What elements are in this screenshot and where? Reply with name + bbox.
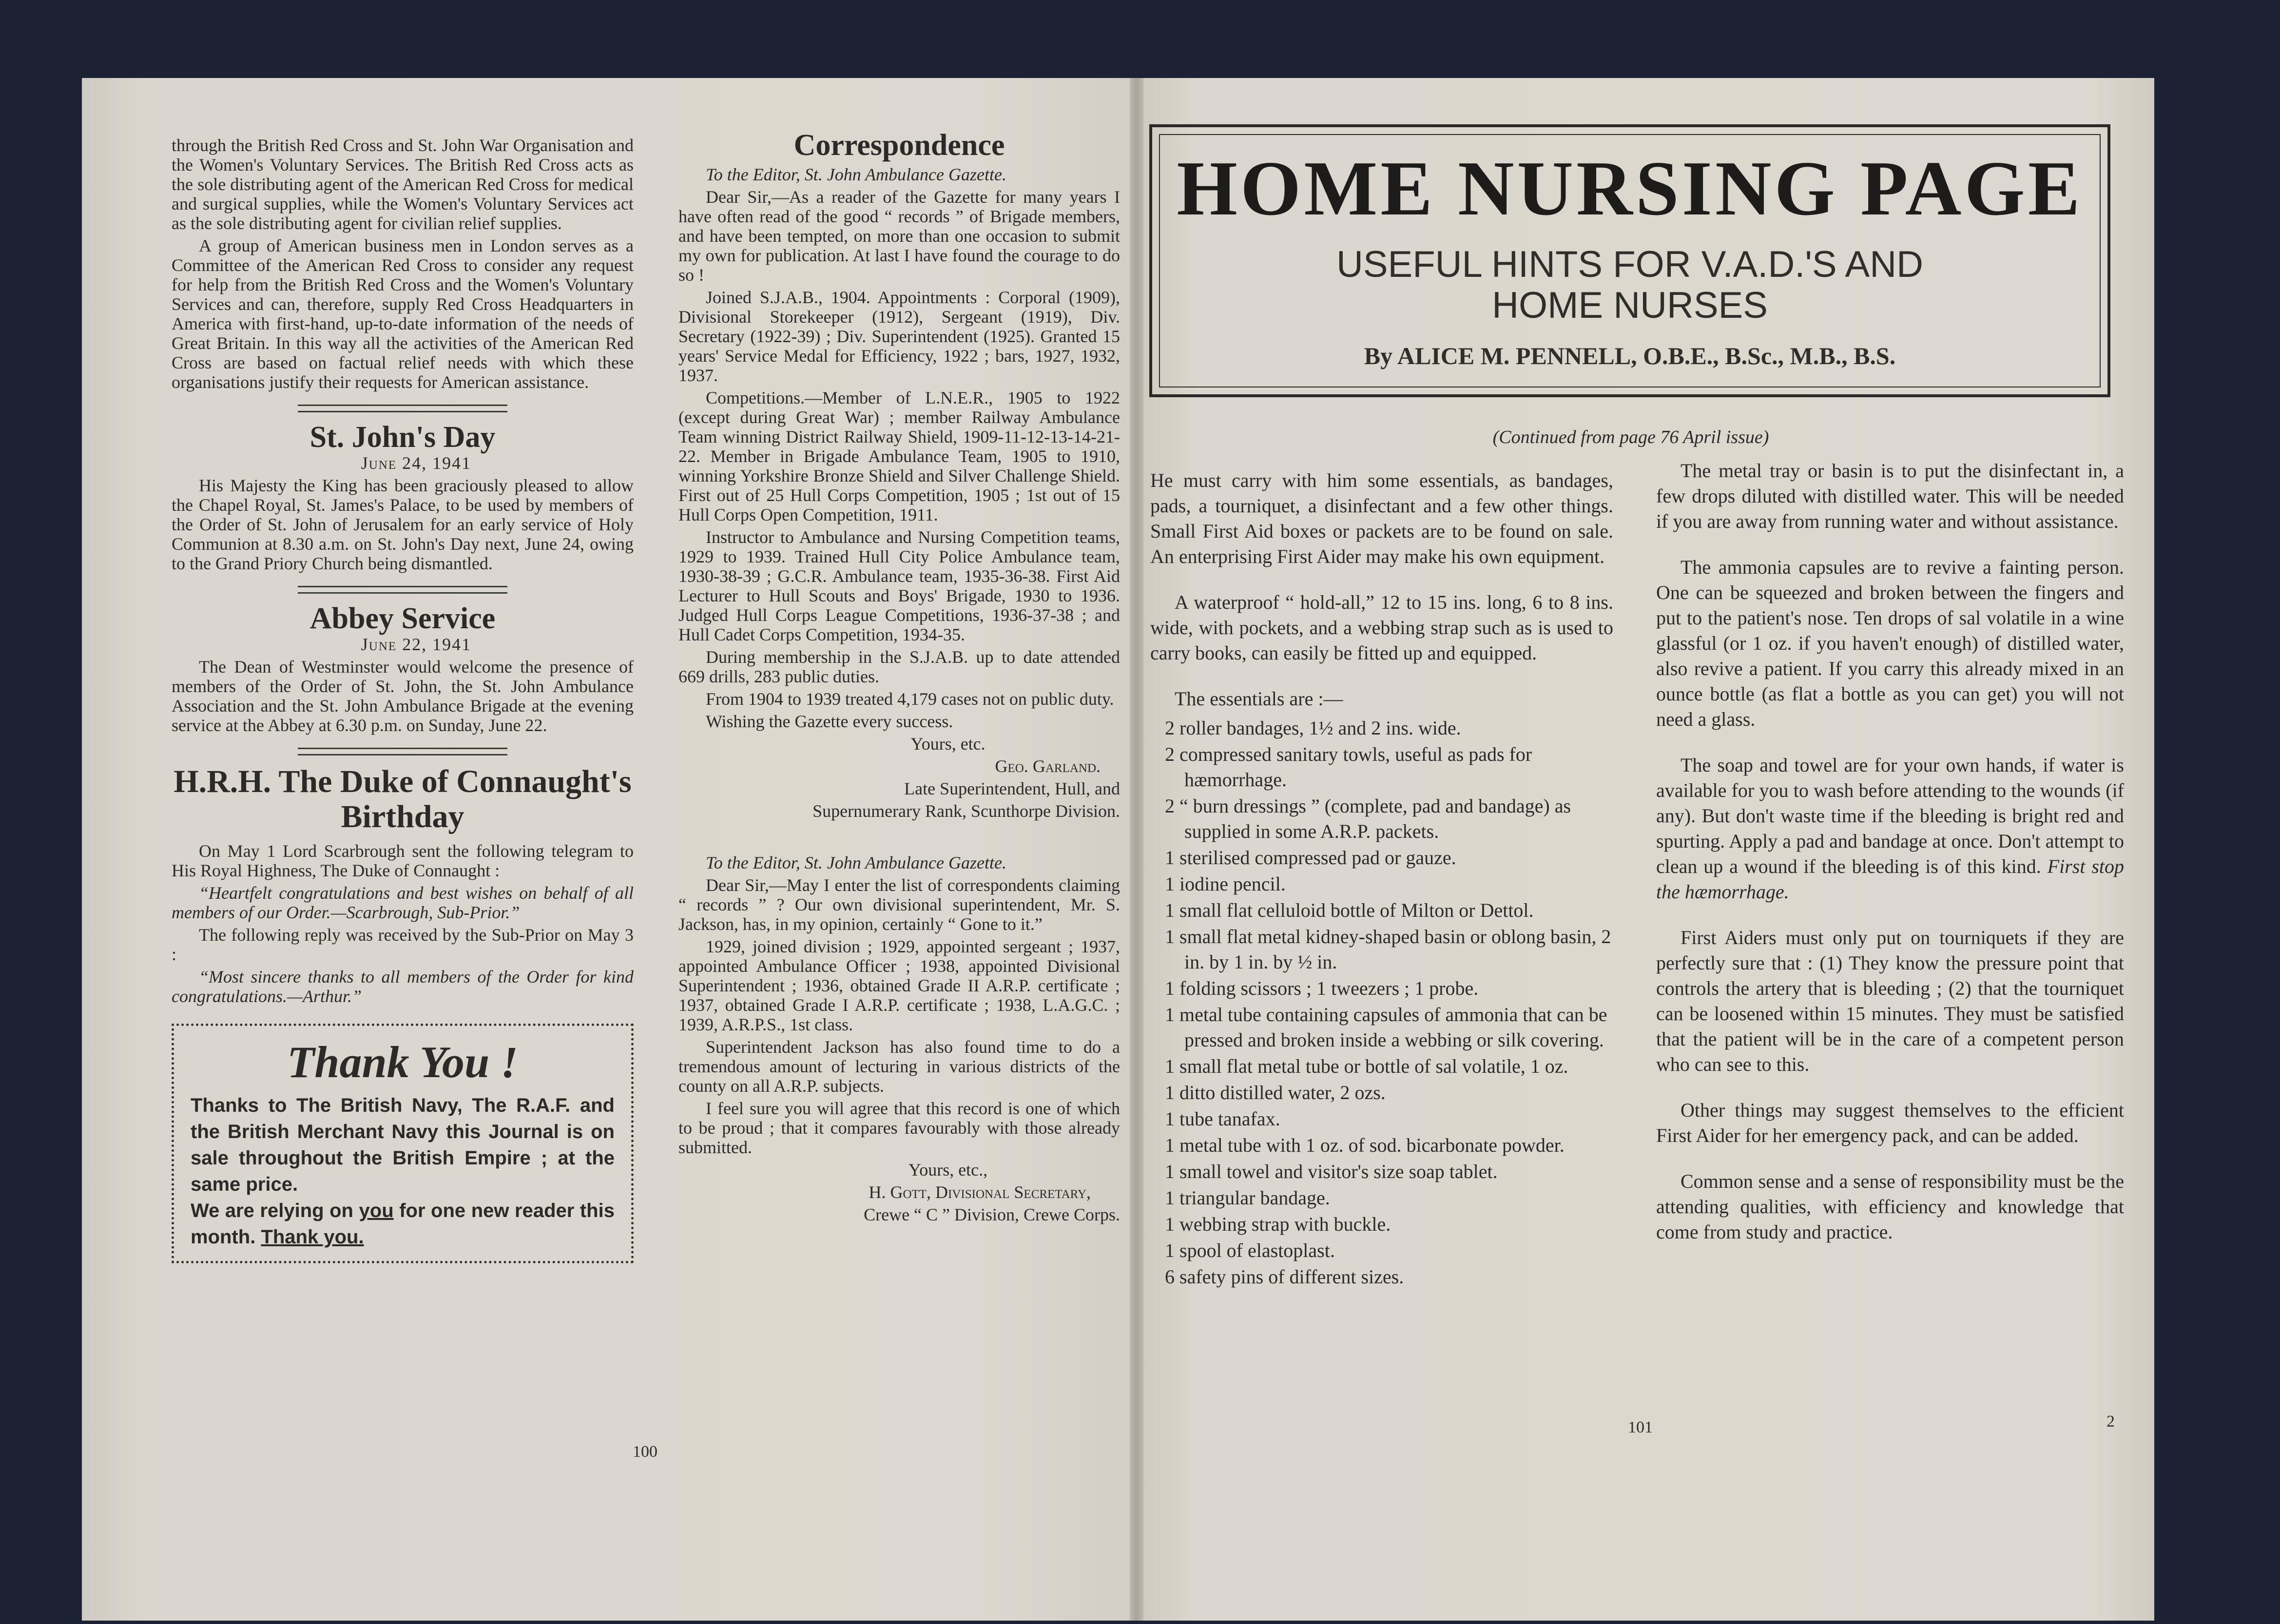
right-column-2 bbox=[1656, 458, 2124, 1265]
connaught-quote-1: “Heartfelt congratulations and best wishes on behalf of all members of our Order.—Scarbrough, Sub-Prior.” bbox=[172, 883, 634, 922]
letter2-para: I feel sure you will agree that this record is one of which to be proud ; that it compares favourably with those already submitted. bbox=[678, 1099, 1120, 1157]
thank-you-box bbox=[172, 1024, 634, 1263]
essentials-item: 1 spool of elastoplast. bbox=[1165, 1239, 1335, 1261]
banner-subtitle-line1: USEFUL HINTS FOR V.A.D.'S AND bbox=[1336, 244, 1923, 285]
soap-text: The soap and towel are for your own hands, if water is available for you to wash before attending to the wounds (if any). But don't waste time if the bleeding is bright red and spurting. Apply a pad and bandage at once. Don't attempt to clean up a wound if the bleeding is of this kind. bbox=[1656, 754, 2124, 877]
book-gutter bbox=[1130, 78, 1143, 1621]
essentials-item: 1 webbing strap with buckle. bbox=[1165, 1213, 1391, 1235]
corner-mark: 2 bbox=[2106, 1412, 2115, 1431]
letter1-para: Joined S.J.A.B., 1904. Appointments : Corporal (1909), Divisional Storekeeper (1912), Sergeant (1919), Div. Secretary (1922-39) ; Div. Superintendent (1925). Granted 15 years' Service Medal for Efficiency, 1922 ; bars, 1927, 1932, 1937. bbox=[678, 288, 1120, 385]
nursing-para-ammonia: The ammonia capsules are to revive a fainting person. One can be squeezed and broken between the fingers and put to the patient's nose. Ten drops of sal volatile in a wine glassful (or 1 oz. if you haven't enough) of distilled water, also revive a patient. If you carry this already mixed in an ounce bottle (as flat a bottle as you can get) you will not need a glass. bbox=[1656, 556, 2124, 730]
letter1-title-2: Supernumerary Rank, Scunthorpe Division. bbox=[812, 801, 1120, 821]
essentials-item: 1 small towel and visitor's size soap tablet. bbox=[1165, 1160, 1498, 1182]
section-rule bbox=[298, 748, 507, 755]
soap-italic: First stop the hæmorrhage. bbox=[1656, 855, 2124, 903]
nursing-para-other: Other things may suggest themselves to the efficient First Aider for her emergency pack, and can be added. bbox=[1656, 1099, 2124, 1146]
page-number-right: 101 bbox=[1628, 1418, 1653, 1436]
thank-you-text bbox=[191, 1092, 615, 1250]
essentials-item: 1 sterilised compressed pad or gauze. bbox=[1165, 847, 1456, 869]
abbey-heading: Abbey Service bbox=[309, 602, 496, 635]
banner-subtitle-line2: HOME NURSES bbox=[1492, 285, 1768, 326]
thank-you-text-a: Thanks to The British Navy, The R.A.F. and the British Merchant Navy this Journal is on sale throughout the British Empire ; at the same price. bbox=[191, 1095, 615, 1195]
banner-subtitle bbox=[1152, 244, 2107, 326]
letter1-para: Dear Sir,—As a reader of the Gazette for many years I have often read of the good “ records ” of Brigade members, and have been tempted, on more than one occasion to submit my own for publication. At last I have found the courage to do so ! bbox=[678, 187, 1120, 285]
essentials-item: 2 compressed sanitary towls, useful as pads for hæmorrhage. bbox=[1165, 743, 1532, 791]
left-column-2 bbox=[678, 129, 1120, 1227]
nursing-para-1: He must carry with him some essentials, as bandages, pads, a tourniquet, a disinfectant and a few other things. Small First Aid boxes or packets are to be found on sale. An enterprising First Aider may make his own equipment. bbox=[1150, 469, 1613, 567]
letter2-salutation: To the Editor, St. John Ambulance Gazette. bbox=[706, 853, 1006, 872]
essentials-item: 1 small flat metal tube or bottle of sal volatile, 1 oz. bbox=[1165, 1055, 1568, 1077]
thank-you-text-b: We are relying on bbox=[191, 1200, 353, 1221]
letter1-para: Wishing the Gazette every success. bbox=[706, 712, 953, 731]
correspondence-heading: Correspondence bbox=[793, 129, 1005, 162]
letter1-signature: Geo. Garland. bbox=[995, 756, 1101, 776]
essentials-item: 6 safety pins of different sizes. bbox=[1165, 1266, 1404, 1288]
letter1-closing: Yours, etc. bbox=[910, 734, 985, 754]
right-column-1 bbox=[1150, 468, 1613, 1291]
nursing-para-tourniquet: First Aiders must only put on tourniquets if they are perfectly sure that : (1) They know the pressure point that controls the artery that is bleeding ; (2) that the tourniquet can be loosened within 15 minutes. They must be satisfied that the patient will be in the care of a competent person who can see to this. bbox=[1656, 927, 2124, 1075]
connaught-para-1: On May 1 Lord Scarbrough sent the following telegram to His Royal Highness, The Duke of Connaught : bbox=[172, 841, 634, 880]
letter1-para: During membership in the S.J.A.B. up to date attended 669 drills, 283 public duties. bbox=[678, 647, 1120, 686]
thank-you-text-you: you bbox=[359, 1200, 394, 1221]
essentials-item: 2 “ burn dressings ” (complete, pad and bandage) as supplied in some A.R.P. packets. bbox=[1165, 795, 1571, 842]
letter2-title: Crewe “ C ” Division, Crewe Corps. bbox=[864, 1205, 1120, 1224]
connaught-quote-2: “Most sincere thanks to all members of the Order for kind congratulations.—Arthur.” bbox=[172, 967, 634, 1006]
essentials-intro: The essentials are :— bbox=[1175, 688, 1343, 710]
letter2-para: Dear Sir,—May I enter the list of correspondents claiming “ records ” ? Our own divisional superintendent, Mr. S. Jackson, has, in my opinion, certainly “ Gone to it.” bbox=[678, 875, 1120, 934]
thank-you-text-d: Thank you. bbox=[261, 1226, 364, 1248]
letter2-para: 1929, joined division ; 1929, appointed sergeant ; 1937, appointed Ambulance Officer ; 1938, appointed Divisional Superintendent ; 1936, obtained Grade II A.R.P. certificate ; 1937, obtained Grade I A.R.P. certificate ; 1938, L.A.G.C. ; 1939, A.R.P.S., 1st class. bbox=[678, 937, 1120, 1034]
connaught-para-2: The following reply was received by the Sub-Prior on May 3 : bbox=[172, 925, 634, 964]
abbey-body: The Dean of Westminster would welcome the presence of members of the Order of St. John, the St. John Ambulance Association and the St. John Ambulance Brigade at the evening service at the Abbey at 6.30 p.m. on Sunday, June 22. bbox=[172, 657, 634, 735]
nursing-para-common-sense: Common sense and a sense of responsibility must be the attending qualities, with efficiency and knowledge that come from study and practice. bbox=[1656, 1170, 2124, 1243]
section-rule bbox=[298, 586, 507, 594]
letter1-para: Competitions.—Member of L.N.E.R., 1905 to 1922 (except during Great War) ; member Railway Ambulance Team winning District Railway Shield, 1909-11-12-13-14-21-22. Member in Brigade Ambulance Team, 1905 to 1910, winning Yorkshire Bronze Shield and Silver Challenge Shield. First out of 25 Hull Corps Competition, 1905 ; 1st out of 15 Hull Corps Open Competition, 1911. bbox=[678, 388, 1120, 524]
essentials-item: 2 roller bandages, 1½ and 2 ins. wide. bbox=[1165, 717, 1461, 739]
continued-note: (Continued from page 76 April issue) bbox=[1492, 427, 1769, 447]
letter1-title-1: Late Superintendent, Hull, and bbox=[904, 779, 1120, 798]
nursing-para-tray: The metal tray or basin is to put the disinfectant in, a few drops diluted with distilled water. This will be needed if you are away from running water and without assistance. bbox=[1656, 460, 2124, 532]
connaught-heading-line2: Birthday bbox=[341, 799, 464, 834]
essentials-item: 1 tube tanafax. bbox=[1165, 1108, 1280, 1130]
stjohn-heading: St. John's Day bbox=[309, 421, 496, 454]
nursing-para-2: A waterproof “ hold-all,” 12 to 15 ins. long, 6 to 8 ins. wide, with pockets, and a webbing strap such as is used to carry books, can easily be fitted up and equipped. bbox=[1150, 591, 1613, 664]
letter1-para: From 1904 to 1939 treated 4,179 cases not on public duty. bbox=[706, 689, 1114, 709]
letter1-salutation: To the Editor, St. John Ambulance Gazette. bbox=[706, 165, 1006, 184]
thank-you-text-c: for one new reader this month. bbox=[191, 1200, 615, 1248]
intro-paragraph-2: A group of American business men in London serves as a Committee of the American Red Cross to consider any request for help from the British Red Cross and the Women's Voluntary Services and can, therefore, supply Red Cross Headquarters in America with first-hand, up-to-date information of the needs of Great Britain. In this way all the activities of the American Red Cross are based on factual relief needs with which these organisations justify their requests for American assistance. bbox=[172, 236, 634, 392]
essentials-item: 1 folding scissors ; 1 tweezers ; 1 probe. bbox=[1165, 977, 1479, 999]
banner-title: HOME NURSING PAGE bbox=[1177, 145, 2083, 232]
section-rule bbox=[298, 405, 507, 412]
connaught-heading-line1: H.R.H. The Duke of Connaught's bbox=[174, 764, 632, 799]
home-nursing-banner bbox=[1149, 124, 2110, 397]
nursing-para-soap bbox=[1656, 753, 2124, 905]
connaught-heading bbox=[172, 764, 634, 834]
letter2-signature: H. Gott, Divisional Secretary, bbox=[869, 1182, 1091, 1202]
letter2-closing: Yours, etc., bbox=[908, 1160, 988, 1179]
stjohn-date: June 24, 1941 bbox=[361, 453, 472, 473]
intro-paragraph-1: through the British Red Cross and St. John War Organisation and the Women's Voluntary Services. The British Red Cross acts as the sole distributing agent of the American Red Cross for medical and surgical supplies, while the Women's Voluntary Services act as the sole distributing agent for civilian relief supplies. bbox=[172, 135, 634, 233]
essentials-item: 1 iodine pencil. bbox=[1165, 873, 1286, 895]
thank-you-title: Thank You ! bbox=[287, 1037, 518, 1087]
essentials-item: 1 metal tube with 1 oz. of sod. bicarbonate powder. bbox=[1165, 1134, 1565, 1156]
stjohn-body: His Majesty the King has been graciously pleased to allow the Chapel Royal, St. James's Palace, to be used by members of the Order of St. John of Jerusalem for an early service of Holy Communion at 8.30 a.m. on St. John's Day next, June 24, owing to the Grand Priory Church being dismantled. bbox=[172, 476, 634, 573]
essentials-item: 1 metal tube containing capsules of ammonia that can be pressed and broken inside a webbing or silk covering. bbox=[1165, 1004, 1607, 1051]
banner-byline: By ALICE M. PENNELL, O.B.E., B.Sc., M.B., B.S. bbox=[1364, 342, 1896, 369]
essentials-list bbox=[1150, 715, 1613, 1290]
letter2-para: Superintendent Jackson has also found time to do a tremendous amount of lecturing in various districts of the county on all A.R.P. subjects. bbox=[678, 1037, 1120, 1096]
essentials-item: 1 ditto distilled water, 2 ozs. bbox=[1165, 1082, 1386, 1103]
essentials-item: 1 small flat celluloid bottle of Milton or Dettol. bbox=[1165, 899, 1534, 921]
essentials-item: 1 small flat metal kidney-shaped basin or oblong basin, 2 in. by 1 in. by ½ in. bbox=[1165, 926, 1611, 973]
page-number-left: 100 bbox=[633, 1443, 657, 1461]
left-column-1 bbox=[172, 135, 634, 1263]
abbey-date: June 22, 1941 bbox=[361, 635, 472, 654]
letter1-para: Instructor to Ambulance and Nursing Competition teams, 1929 to 1939. Trained Hull City Police Ambulance team, 1930-38-39 ; G.C.R. Ambulance team, 1935-36-38. First Aid Lecturer to Hull Scouts and Boys' Brigade, 1930 to 1936. Judged Hull Corps League Competitions, 1936-37-38 ; and Hull Cadet Corps Competition, 1934-35. bbox=[678, 527, 1120, 644]
essentials-item: 1 triangular bandage. bbox=[1165, 1187, 1330, 1209]
